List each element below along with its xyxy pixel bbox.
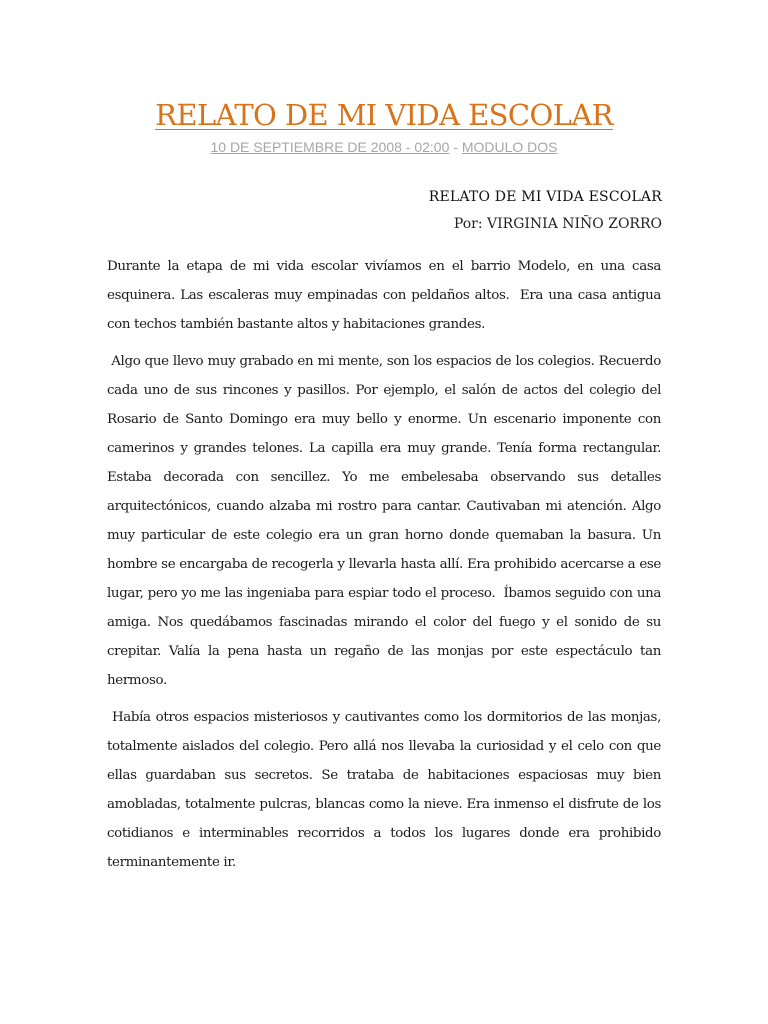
post-meta: [0, 139, 768, 155]
post-date-link[interactable]: 10 DE SEPTIEMBRE DE 2008 - 02:00: [210, 139, 450, 155]
document-author: Por: VIRGINIA NIÑO ZORRO: [453, 216, 662, 232]
post-title-link[interactable]: RELATO DE MI VIDA ESCOLAR: [155, 98, 613, 132]
paragraph-1: Durante la etapa de mi vida escolar vivíamos en el barrio Modelo, en una casa esquinera. Las escaleras muy empinadas con peldaños altos. Era una casa antigua con techos también bastante altos y habitaciones grandes.: [107, 259, 665, 332]
paragraph-3: Había otros espacios misteriosos y cautivantes como los dormitorios de las monjas, totalmente aislados del colegio. Pero allá nos llevaba la curiosidad y el celo con que ellas guardaban sus secretos. Se trataba de habitaciones espaciosas muy bien amobladas, totalmente pulcras, blancas como la nieve. Era inmenso el disfrute de los cotidianos e interminables recorridos a todos los lugares donde era prohibido terminantemente ir.: [107, 710, 665, 870]
paragraph-2: Algo que llevo muy grabado en mi mente, son los espacios de los colegios. Recuerdo cada uno de sus rincones y pasillos. Por ejemplo, el salón de actos del colegio del Rosario de Santo Domingo era muy bello y enorme. Un escenario imponente con camerinos y grandes telones. La capilla era muy grande. Tenía forma rectangular. Estaba decorada con sencillez. Yo me embelesaba observando sus detalles arquitectónicos, cuando alzaba mi rostro para cantar. Cautivaban mi atención. Algo muy particular de este colegio era un gran horno donde quemaban la basura. Un hombre se encargaba de recogerla y llevarla hasta allí. Era prohibido acercarse a ese lugar, pero yo me las ingeniaba para espiar todo el proceso. Íbamos seguido con una amiga. Nos quedábamos fascinadas mirando el color del fuego y el sonido de su crepitar. Valía la pena hasta un regaño de las monjas por este espectáculo tan hermoso.: [107, 354, 665, 688]
document-heading: RELATO DE MI VIDA ESCOLAR: [428, 189, 662, 205]
document-body: [107, 252, 665, 885]
meta-separator: -: [449, 139, 462, 155]
post-category-link[interactable]: MODULO DOS: [461, 139, 558, 155]
